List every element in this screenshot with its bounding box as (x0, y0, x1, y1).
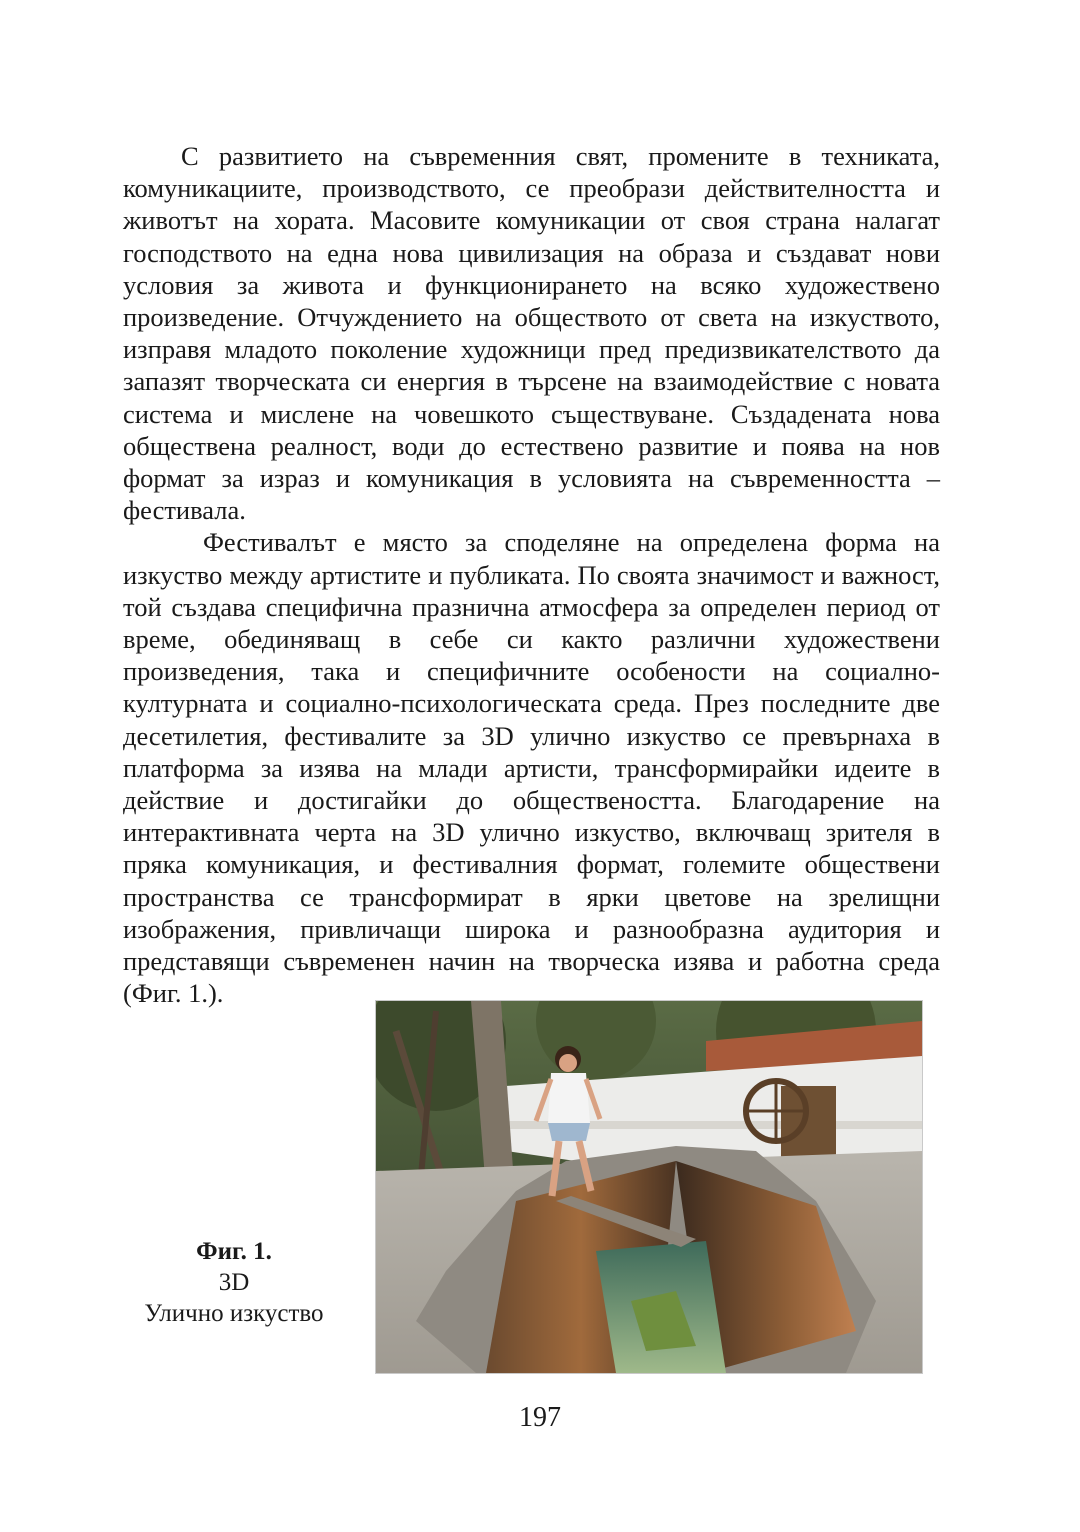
page-number: 197 (519, 1402, 561, 1433)
paragraph-1: С развитието на съвременния свят, промените в техниката, комуникациите, производството, се преобрази действителността и животът на хората. Масовите комуникации от своя страна налагат господството на една нова цивилизация на образа и създават нови условия за живота и функционирането на всяко художествено произведение. Отчуждението на обществото от света на изкуството, изправя младото поколение художници пред предизвикателството да запазят творческата си енергия в търсене на взаимодействие с новата система и мислене на човешкото съществуване. Създадената нова обществена реалност, води до естествено развитие и поява на нов формат за израз и комуникация в условията на съвременността – фестивала. (123, 141, 940, 526)
figure-label: Фиг. 1. (196, 1238, 272, 1265)
figure-caption-line-1: 3D (218, 1269, 250, 1296)
figure-caption-line-2: Улично изкуство (144, 1300, 324, 1327)
figure-photo (375, 1000, 923, 1374)
figure-caption (120, 1236, 348, 1329)
street-art-photo-icon (376, 1001, 922, 1373)
paragraph-2: Фестивалът е място за споделяне на определена форма на изкуство между артистите и публиката. По своята значимост и важност, той създава специфична празнична атмосфера за определен период от време, обединяващ в себе си както различни художествени произведения, така и специфичните особености на социално-културната и социално-психологическата среда. През последните две десетилетия, фестивалите за 3D улично изкуство се превърнаха в платформа за изява на млади артисти, трансформирайки идеите в действие и достигайки до обществеността. Благодарение на интерактивната черта на 3D улично изкуство, включващ зрителя в пряка комуникация, и фестивалния формат, големите обществени пространства се трансформират в ярки цветове на зрелищни изображения, привличащи широка и разнообразна аудитория и представящи съвременен начин на творческа изява и работна среда (Фиг. 1.). (123, 527, 940, 1009)
body-text (123, 140, 940, 1009)
